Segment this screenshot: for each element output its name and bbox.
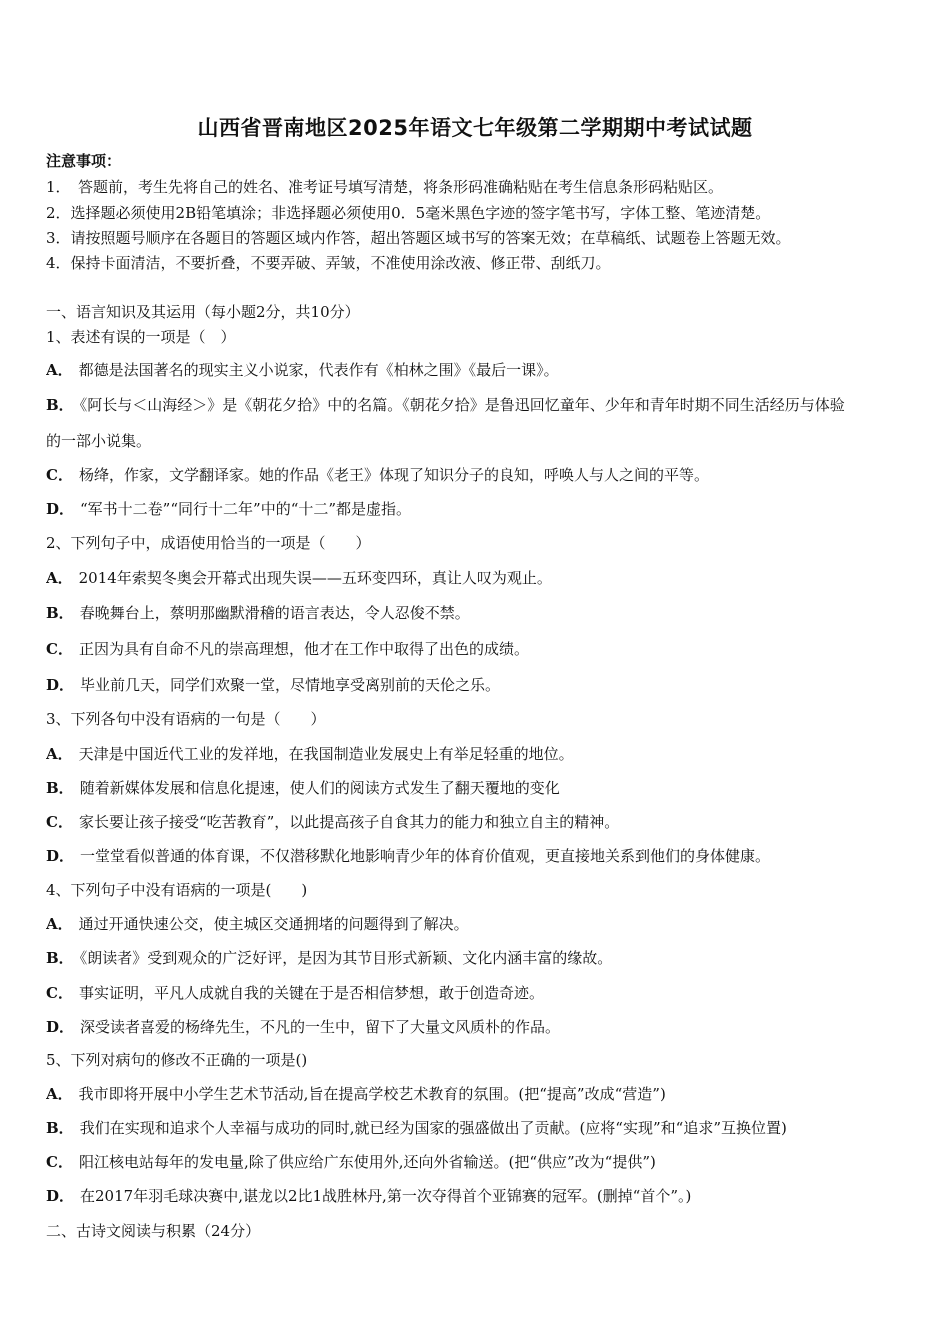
option-item — [46, 499, 916, 519]
question-stem: 5、下列对病句的修改不正确的一项是() — [46, 1051, 308, 1069]
option-letter: D． — [46, 847, 75, 865]
option-letter: D． — [46, 1018, 75, 1036]
notice-item: 3．请按照题号顺序在各题目的答题区域内作答，超出答题区域书写的答案无效；在草稿纸、试题卷上答题无效。 — [46, 229, 791, 247]
option-text: 杨绛，作家，文学翻译家。她的作品《老王》体现了知识分子的良知，呼唤人与人之间的平等。 — [78, 466, 709, 484]
option-item — [46, 568, 916, 588]
option-letter: D． — [46, 1187, 75, 1205]
option-letter: C． — [46, 640, 73, 658]
question-stem: 2、下列句子中，成语使用恰当的一项是（ ） — [46, 534, 371, 552]
option-letter: B． — [46, 396, 74, 414]
question-stem: 4、下列句子中没有语病的一项是( ) — [46, 881, 308, 899]
notice-item: 4．保持卡面清洁，不要折叠，不要弄破、弄皱，不准使用涂改液、修正带、刮纸刀。 — [46, 254, 611, 272]
option-letter: C． — [46, 813, 73, 831]
option-item — [46, 812, 916, 832]
option-item — [46, 603, 916, 623]
option-continuation: 的一部小说集。 — [46, 432, 152, 450]
section-heading: 二、古诗文阅读与积累（24分） — [46, 1222, 261, 1240]
option-text: 《阿长与＜山海经＞》是《朝花夕拾》中的名篇。《朝花夕拾》是鲁迅回忆童年、少年和青年时期不同生活经历与体验 — [79, 396, 845, 414]
section-heading: 一、语言知识及其运用（每小题2分，共10分） — [46, 303, 360, 321]
option-text: 2014年索契冬奥会开幕式出现失误——五环变四环，真让人叹为观止。 — [78, 569, 552, 587]
question-stem: 3、下列各句中没有语病的一句是（ ） — [46, 710, 326, 728]
option-item — [46, 778, 916, 798]
option-text: 我市即将开展中小学生艺术节活动,旨在提高学校艺术教育的氛围。(把“提高”改成“营造”) — [78, 1085, 666, 1103]
option-letter: B． — [46, 949, 74, 967]
notice-item: 2．选择题必须使用2B铅笔填涂；非选择题必须使用0．5毫米黑色字迹的签字笔书写，字体工整、笔迹清楚。 — [46, 204, 771, 222]
option-text: 家长要让孩子接受“吃苦教育”，以此提高孩子自食其力的能力和独立自主的精神。 — [78, 813, 620, 831]
option-item — [46, 1152, 916, 1172]
option-item — [46, 639, 916, 659]
option-text: 事实证明，平凡人成就自我的关键在于是否相信梦想，敢于创造奇迹。 — [78, 984, 544, 1002]
option-letter: D． — [46, 676, 75, 694]
option-text: 《朗读者》受到观众的广泛好评，是因为其节目形式新颖、文化内涵丰富的缘故。 — [79, 949, 613, 967]
option-letter: A． — [46, 915, 73, 933]
option-item — [46, 846, 916, 866]
option-item — [46, 465, 916, 485]
option-letter: D． — [46, 500, 75, 518]
option-text: 毕业前几天，同学们欢聚一堂，尽情地享受离别前的天伦之乐。 — [80, 676, 501, 694]
option-item — [46, 360, 916, 380]
option-text: 正因为具有自命不凡的崇高理想，他才在工作中取得了出色的成绩。 — [78, 640, 529, 658]
option-letter: C． — [46, 984, 73, 1002]
option-item — [46, 948, 916, 968]
option-letter: C． — [46, 466, 73, 484]
option-text: 都德是法国著名的现实主义小说家，代表作有《柏林之围》《最后一课》。 — [78, 361, 559, 379]
option-letter: B． — [46, 1119, 74, 1137]
option-item — [46, 1118, 916, 1138]
option-text: 随着新媒体发展和信息化提速，使人们的阅读方式发生了翻天覆地的变化 — [79, 779, 560, 797]
option-text: “军书十二卷”“同行十二年”中的“十二”都是虚指。 — [80, 500, 412, 518]
option-letter: A． — [46, 1085, 73, 1103]
option-letter: A． — [46, 361, 73, 379]
option-text: 春晚舞台上，蔡明那幽默滑稽的语言表达，令人忍俊不禁。 — [79, 604, 470, 622]
option-text: 深受读者喜爱的杨绛先生，不凡的一生中，留下了大量文风质朴的作品。 — [80, 1018, 561, 1036]
option-letter: B． — [46, 604, 74, 622]
option-item — [46, 675, 916, 695]
option-letter: C． — [46, 1153, 73, 1171]
option-item — [46, 983, 916, 1003]
question-stem: 1、表述有误的一项是（ ） — [46, 328, 236, 346]
option-text: 一堂堂看似普通的体育课，不仅潜移默化地影响青少年的体育价值观，更直接地关系到他们的身体健康。 — [80, 847, 771, 865]
option-letter: B． — [46, 779, 74, 797]
option-item — [46, 914, 916, 934]
notice-heading: 注意事项： — [46, 152, 122, 170]
option-text: 天津是中国近代工业的发祥地，在我国制造业发展史上有举足轻重的地位。 — [78, 745, 574, 763]
option-text: 我们在实现和追求个人幸福与成功的同时,就已经为国家的强盛做出了贡献。(应将“实现”和“追求”互换位置) — [79, 1119, 787, 1137]
option-item — [46, 1084, 916, 1104]
page-title: 山西省晋南地区2025年语文七年级第二学期期中考试试题 — [197, 116, 753, 140]
option-letter: A． — [46, 745, 73, 763]
notice-item: 1． 答题前，考生先将自己的姓名、准考证号填写清楚，将条形码准确粘贴在考生信息条形码粘贴区。 — [46, 178, 724, 196]
option-letter: A． — [46, 569, 73, 587]
option-text: 通过开通快速公交，使主城区交通拥堵的问题得到了解决。 — [78, 915, 469, 933]
option-item — [46, 744, 916, 764]
option-item — [46, 1017, 916, 1037]
option-item — [46, 395, 916, 415]
option-text: 在2017年羽毛球决赛中,谌龙以2比1战胜林丹,第一次夺得首个亚锦赛的冠军。(删掉“首个”。) — [80, 1187, 692, 1205]
option-item — [46, 1186, 916, 1206]
option-text: 阳江核电站每年的发电量,除了供应给广东使用外,还向外省输送。(把“供应”改为“提供”) — [78, 1153, 656, 1171]
